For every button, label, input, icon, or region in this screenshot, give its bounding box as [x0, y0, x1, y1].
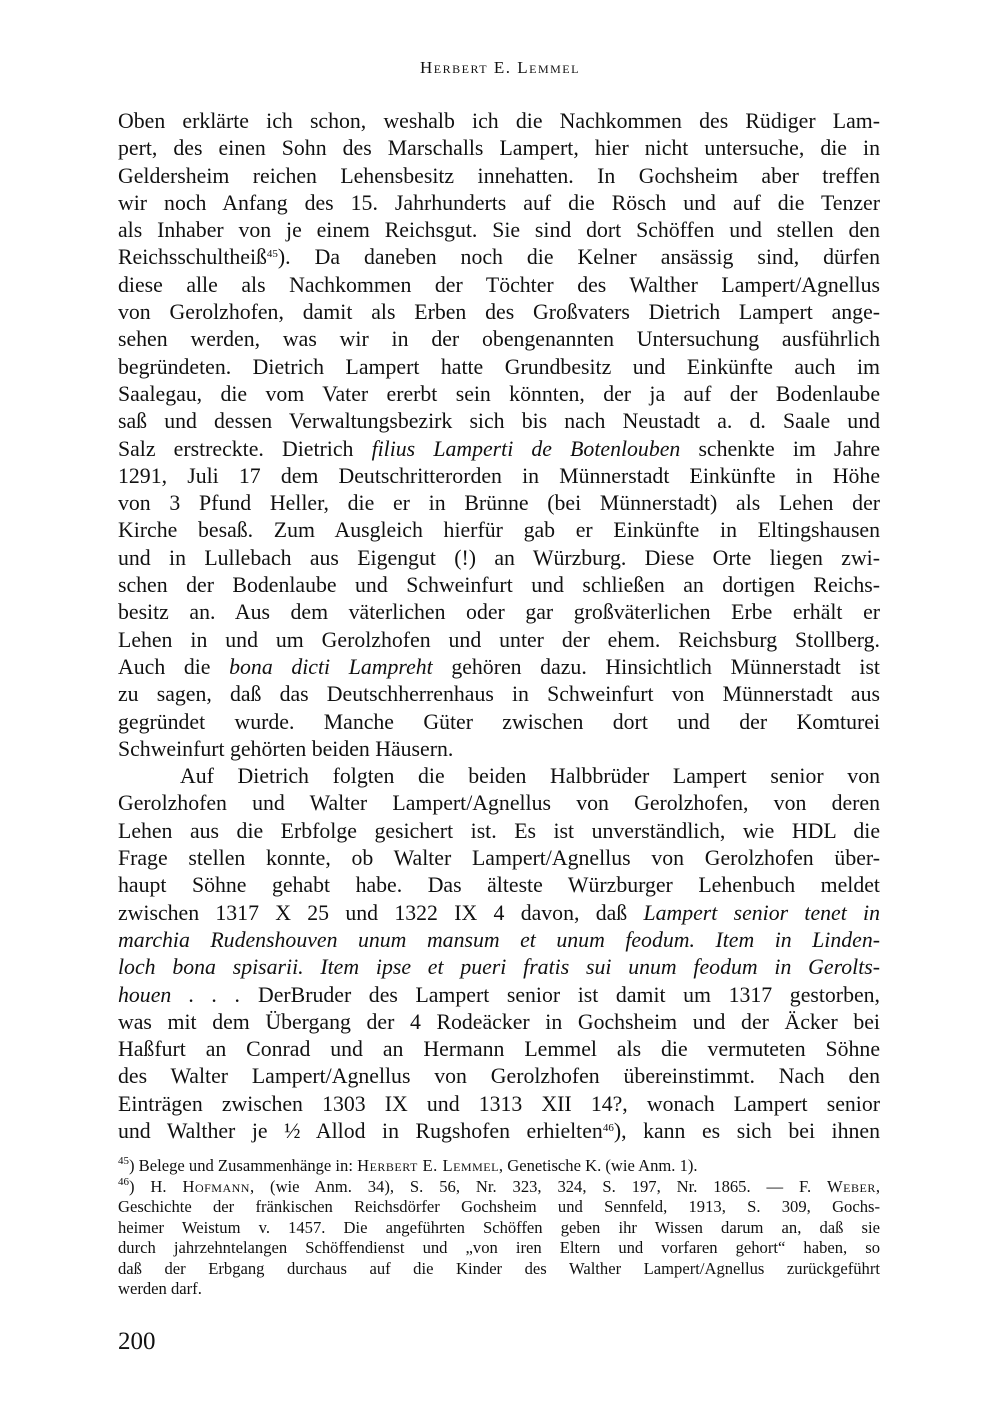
text-segment: , Genetische K. (wie Anm. 1). [498, 1156, 698, 1175]
text-line: was mit dem Übergang der 4 Rodeäcker in Gochsheim und der Äcker bei [118, 1009, 880, 1034]
text-line: saß und dessen Verwaltungsbezirk sich bis nach Neustadt a. d. Saale und [118, 409, 880, 434]
footnote-line: Geschichte der fränkischen Reichsdörfer Gochsheim und Sennfeld, 1913, S. 309, Gochs- [118, 1197, 880, 1216]
footnote-ref: 46 [602, 1121, 614, 1134]
latin-phrase: houen . . . [118, 982, 241, 1007]
latin-phrase: filius Lamperti de Botenlouben [371, 436, 681, 461]
running-head: Herbert E. Lemmel [420, 58, 580, 77]
text-line: Schweinfurt gehörten beiden Häusern. [118, 736, 454, 761]
footnote-45 [118, 1156, 880, 1177]
latin-phrase: bona dicti Lampreht [229, 654, 433, 679]
author-name: Herbert E. Lemmel [357, 1156, 499, 1175]
footnotes [118, 1156, 880, 1300]
text-segment: zwischen 1317 X 25 und 1322 IX 4 davon, daß [118, 900, 644, 925]
text-line: von Gerolzhofen, damit als Erben des Großvaters Dietrich Lampert ange- [118, 300, 880, 325]
text-line [118, 244, 880, 271]
text-segment: ) Belege und Zusammenhänge in: [129, 1156, 358, 1175]
text-line: Geldersheim reichen Lehensbesitz innehatten. In Gochsheim aber treffen [118, 163, 880, 188]
text-segment: Reichsschultheiß [118, 245, 267, 270]
text-segment: gehören dazu. Hinsichtlich Münnerstadt ist [432, 654, 880, 679]
text-line: Oben erklärte ich schon, weshalb ich die Nachkommen des Rüdiger Lam- [118, 109, 880, 133]
text-segment: ) H. [129, 1176, 183, 1196]
text-line: begründeten. Dietrich Lampert hatte Grundbesitz und Einkünfte auch im [118, 354, 880, 379]
footnote-line: werden darf. [118, 1279, 202, 1298]
text-line: und in Lullebach aus Eigengut (!) an Würzburg. Diese Orte liegen zwi- [118, 545, 880, 570]
text-segment: schenkte im Jahre [680, 436, 881, 461]
footnote-line: durch jahrzehntelangen Schöffendienst und „von iren Eltern und vorfaren gehort“ haben, so [118, 1238, 880, 1257]
text-line [118, 982, 880, 1009]
author-name: Hofmann [182, 1176, 250, 1196]
text-segment: ). Da daneben noch die Kelner ansässig sind, dürfen [277, 245, 880, 270]
text-line: pert, des einen Sohn des Marschalls Lampert, hier nicht untersuche, die in [118, 136, 880, 161]
text-line: als Inhaber von je einem Reichsgut. Sie sind dort Schöffen und stellen den [118, 218, 880, 243]
text-segment: Salz erstreckte. Dietrich [118, 436, 372, 461]
footnote-number: 45 [118, 1155, 129, 1167]
text-line: Auf Dietrich folgten die beiden Halbbrüder Lampert senior von [180, 764, 880, 789]
text-line: diese alle als Nachkommen der Töchter des Walther Lampert/Agnellus [118, 272, 880, 297]
text-line: Saalegau, die vom Vater ererbt sein könnten, der ja auf der Bodenlaube [118, 381, 880, 406]
footnote-line: daß der Erbgang durchaus auf die Kinder des Walther Lampert/Agnellus zurückgeführt [118, 1258, 880, 1278]
text-line: loch bona spisarii. Item ipse et pueri fratis sui unum feodum in Gerolts- [118, 955, 880, 980]
text-line: haupt Söhne gehabt habe. Das älteste Würzburger Lehenbuch meldet [118, 873, 880, 898]
text-line: schen der Bodenlaube und Schweinfurt und schließen an dortigen Reichs- [118, 573, 880, 598]
text-line: Lehen aus die Erbfolge gesichert ist. Es ist unverständlich, wie HDL die [118, 818, 880, 843]
text-line [118, 900, 880, 927]
text-line: Lehen in und um Gerolzhofen und unter der ehem. Reichsburg Stollberg. [118, 627, 880, 652]
footnote-line: heimer Weistum v. 1457. Die angeführten Schöffen geben ihr Wissen darum an, daß sie [118, 1217, 880, 1237]
text-segment: ), kann es sich bei ihnen [613, 1118, 880, 1143]
text-line [118, 436, 880, 463]
text-line: von 3 Pfund Heller, die er in Brünne (bei Münnerstadt) als Lehen der [118, 491, 880, 516]
page-number: 200 [118, 1328, 156, 1355]
footnote-ref: 45 [266, 248, 278, 261]
text-line: wir noch Anfang des 15. Jahrhunderts auf die Rösch und auf die Tenzer [118, 190, 880, 215]
text-line: Einträgen zwischen 1303 IX und 1313 XII 14?, wonach Lampert senior [118, 1091, 880, 1116]
text-line: besitz an. Aus dem väterlichen oder gar großväterlichen Erbe erhält er [118, 600, 880, 625]
latin-phrase: Lampert senior tenet in [643, 900, 880, 925]
text-line: Haßfurt an Conrad und an Hermann Lemmel als die vermuteten Söhne [118, 1037, 880, 1062]
text-line: zu sagen, daß das Deutschherrenhaus in Schweinfurt von Münnerstadt aus [118, 682, 880, 707]
text-line: marchia Rudenshouven unum mansum et unum feodum. Item in Linden- [118, 927, 880, 952]
text-line [118, 1118, 880, 1145]
text-line: 1291, Juli 17 dem Deutschritterorden in Münnerstadt Einkünfte in Höhe [118, 463, 880, 488]
main-text [118, 108, 880, 1145]
author-name: Weber [827, 1176, 876, 1196]
text-line: gegründet wurde. Manche Güter zwischen dort und der Komturei [118, 709, 880, 734]
text-segment: und Walther je ½ Allod in Rugshofen erhielten [118, 1118, 603, 1143]
text-line: Gerolzhofen und Walter Lampert/Agnellus von Gerolzhofen, von deren [118, 791, 880, 816]
footnote-46 [118, 1177, 880, 1198]
text-segment: DerBruder des Lampert senior ist damit um 1317 gestorben, [240, 982, 880, 1007]
text-line: sehen werden, was wir in der obengenannten Untersuchung ausführlich [118, 327, 880, 352]
text-line: des Walter Lampert/Agnellus von Gerolzhofen übereinstimmt. Nach den [118, 1064, 880, 1089]
text-segment: , [875, 1176, 880, 1196]
text-line: Kirche besaß. Zum Ausgleich hierfür gab er Einkünfte in Eltingshausen [118, 518, 880, 543]
text-segment: Auch die [118, 654, 230, 679]
text-line: Frage stellen konnte, ob Walter Lampert/Agnellus von Gerolzhofen über- [118, 846, 880, 871]
text-line [118, 654, 880, 681]
footnote-number: 46 [118, 1175, 129, 1188]
text-segment: , (wie Anm. 34), S. 56, Nr. 323, 324, S. 197, Nr. 1865. — F. [249, 1176, 827, 1196]
